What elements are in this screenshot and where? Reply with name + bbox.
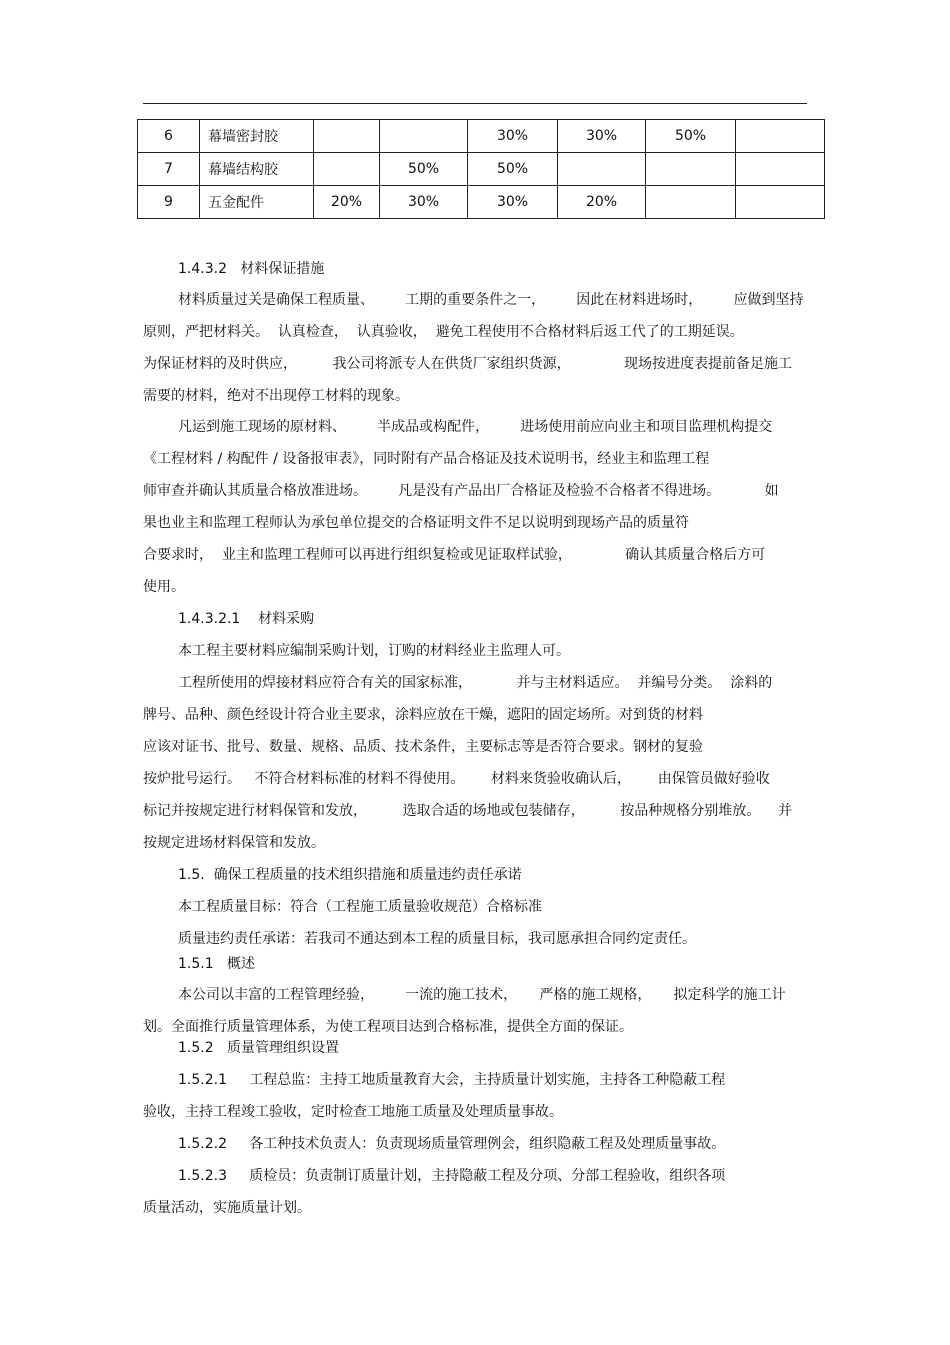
section-heading-1-5: 1.5. 确保工程质量的技术组织措施和质量违约责任承诺: [178, 867, 522, 883]
text-line: 应该对证书、批号、数量、规格、品质、技术条件，主要标志等是否符合要求。钢材的复验: [143, 739, 703, 755]
ratio-cell: 30%: [558, 120, 646, 153]
text-line: 质量活动，实施质量计划。: [143, 1200, 311, 1216]
section-heading-1-4-3-2: 1.4.3.2 材料保证措施: [178, 261, 325, 277]
ratio-cell: 30%: [380, 186, 468, 219]
text-line: 本工程主要材料应编制采购计划，订购的材料经业主监理人可。: [178, 643, 570, 659]
header-rule: [143, 103, 807, 104]
text-line: 合要求时， 业主和监理工程师可以再进行组织复检或见证取样试验， 确认其质量合格后方可: [143, 547, 766, 563]
text-line: 按炉批号运行。 不符合材料标准的材料不得使用。 材料来货验收确认后， 由保管员做好验收: [143, 771, 770, 787]
text-line: 凡运到施工现场的原材料、 半成品或构配件， 进场使用前应向业主和项目监理机构提交: [178, 419, 773, 435]
material-ratio-table: [137, 119, 825, 219]
ratio-cell: 50%: [468, 153, 558, 186]
text-line: 师审查并确认其质量合格放准进场。 凡是没有产品出厂合格证及检验不合格者不得进场。 如: [143, 483, 779, 499]
ratio-cell: [558, 153, 646, 186]
text-line: 需要的材料，绝对不出现停工材料的现象。: [143, 388, 409, 404]
row-number: 9: [138, 186, 200, 219]
text-line: 为保证材料的及时供应， 我公司将派专人在供货厂家组织货源， 现场按进度表提前备足施工: [143, 356, 793, 372]
text-line: 果也业主和监理工程师认为承包单位提交的合格证明文件不足以说明到现场产品的质量符: [143, 515, 689, 531]
material-name: 幕墙密封胶: [200, 120, 314, 153]
material-name: 幕墙结构胶: [200, 153, 314, 186]
text-line: 1.5.2.1 工程总监：主持工地质量教育大会，主持质量计划实施，主持各工种隐蔽工程: [178, 1072, 726, 1088]
table-row: [138, 153, 825, 186]
text-line: 本公司以丰富的工程管理经验， 一流的施工技术， 严格的施工规格， 拟定科学的施工计: [178, 987, 786, 1003]
ratio-cell: [314, 153, 380, 186]
text-line: 本工程质量目标：符合（工程施工质量验收规范）合格标准: [178, 899, 542, 915]
text-line: 《工程材料 / 构配件 / 设备报审表》，同时附有产品合格证及技术说明书，经业主和监理工程: [143, 451, 710, 467]
ratio-cell: 20%: [314, 186, 380, 219]
ratio-cell: [736, 186, 825, 219]
ratio-cell: 50%: [646, 120, 736, 153]
text-line: 按规定进场材料保管和发放。: [143, 835, 325, 851]
ratio-cell: [646, 153, 736, 186]
ratio-cell: [736, 153, 825, 186]
text-line: 1.5.2.3 质检员：负责制订质量计划，主持隐蔽工程及分项、分部工程验收，组织各项: [178, 1168, 726, 1184]
row-number: 6: [138, 120, 200, 153]
row-number: 7: [138, 153, 200, 186]
table-row: [138, 120, 825, 153]
section-heading-1-4-3-2-1: 1.4.3.2.1 材料采购: [178, 611, 315, 627]
text-line: 使用。: [143, 579, 185, 595]
ratio-cell: [646, 186, 736, 219]
material-name: 五金配件: [200, 186, 314, 219]
text-line: 工程所使用的焊接材料应符合有关的国家标准， 并与主材料适应。 并编号分类。 涂料的: [178, 675, 773, 691]
ratio-cell: 30%: [468, 186, 558, 219]
text-line: 划。全面推行质量管理体系，为使工程项目达到合格标准，提供全方面的保证。: [143, 1019, 633, 1035]
text-line: 标记并按规定进行材料保管和发放， 选取合适的场地或包装储存， 按品种规格分别堆放。 并: [143, 803, 793, 819]
text-line: 质量违约责任承诺：若我司不通达到本工程的质量目标，我司愿承担合同约定责任。: [178, 931, 696, 947]
ratio-cell: [314, 120, 380, 153]
text-line: 材料质量过关是确保工程质量、 工期的重要条件之一， 因此在材料进场时， 应做到坚持: [178, 292, 804, 308]
table-row: [138, 186, 825, 219]
text-line: 原则，严把材料关。 认真检查， 认真验收， 避免工程使用不合格材料后返工代了的工期延误。: [143, 324, 744, 340]
text-line: 1.5.2.2 各工种技术负责人：负责现场质量管理例会，组织隐蔽工程及处理质量事故。: [178, 1136, 726, 1152]
text-line: 牌号、品种、颜色经设计符合业主要求，涂料应放在干燥，遮阳的固定场所。对到货的材料: [143, 707, 703, 723]
ratio-cell: [736, 120, 825, 153]
section-heading-1-5-2: 1.5.2 质量管理组织设置: [178, 1040, 339, 1056]
ratio-cell: 30%: [468, 120, 558, 153]
ratio-cell: 20%: [558, 186, 646, 219]
text-line: 验收，主持工程竣工验收，定时检查工地施工质量及处理质量事故。: [143, 1104, 563, 1120]
ratio-cell: 50%: [380, 153, 468, 186]
section-heading-1-5-1: 1.5.1 概述: [178, 956, 255, 972]
ratio-cell: [380, 120, 468, 153]
